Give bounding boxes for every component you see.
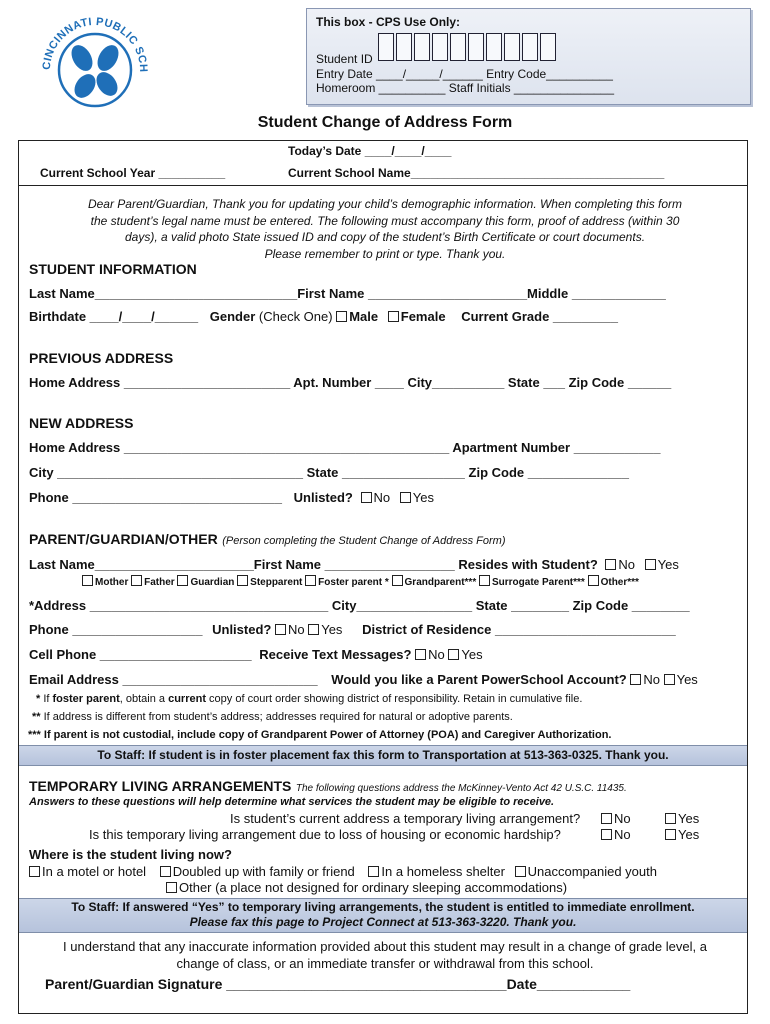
male-checkbox[interactable] [336,311,347,322]
new-city-state-zip-line[interactable]: City __________________________________ State _________________ Zip Code ______________ [29,465,629,480]
current-school-year[interactable]: Current School Year __________ [40,166,226,180]
q1-yes-option[interactable]: Yes [665,811,699,826]
relation-foster-checkbox[interactable] [305,575,316,586]
parent-unlisted-yes-checkbox[interactable] [308,624,319,635]
school-logo [30,8,160,112]
temp-heading-row [29,778,627,796]
parent-phone-field[interactable]: Phone __________________ [29,622,203,637]
doubled-up-checkbox[interactable] [160,866,171,877]
temp-question-1: Is student’s current address a temporary living arrangement? [230,811,581,826]
previous-address-line[interactable]: Home Address _______________________ Apt. Number ____ City__________ State ___ Zip Code ______ [29,375,672,390]
q2-no-option[interactable]: No [601,827,631,842]
email-row: Email Address ___________________________ Would you like a Parent PowerSchool Account? No Yes [29,672,698,687]
shelter-checkbox[interactable] [368,866,379,877]
unaccompanied-checkbox[interactable] [515,866,526,877]
temp-subheading: Answers to these questions will help determine what services the student may be eligible to receive. [29,796,555,808]
student-birth-gender-row [29,309,618,324]
current-school-name[interactable]: Current School Name______________________________________ [288,166,665,180]
relation-stepparent-checkbox[interactable] [237,575,248,586]
parent-unlisted-no-checkbox[interactable] [275,624,286,635]
birthdate-field[interactable]: Birthdate ____/____/______ [29,309,199,324]
student-id-label: Student ID [316,52,373,66]
unlisted-yes-checkbox[interactable] [400,492,411,503]
signature-line[interactable]: Parent/Guardian Signature ____________________________________Date____________ [45,976,631,992]
student-info-heading: STUDENT INFORMATION [29,261,197,277]
where-living-label: Where is the student living now? [29,847,232,862]
relation-other-checkbox[interactable] [588,575,599,586]
temp-heading: TEMPORARY LIVING ARRANGEMENTS [29,778,292,794]
new-phone-field[interactable]: Phone _____________________________ [29,490,283,505]
female-label: Female [400,309,446,324]
motel-checkbox[interactable] [29,866,40,877]
temp-heading-note: The following questions address the McKinney-Vento Act 42 U.S.C. 11435. [295,783,627,794]
svg-text:CINCINNATI PUBLIC SCHOOLS: CINCINNATI PUBLIC SCH [40,15,150,73]
relation-father-checkbox[interactable] [131,575,142,586]
address-note: ** If address is different from student’s address; addresses required for natural or adoptive parents. [32,711,513,723]
new-phone-row: Phone _____________________________ Unlisted? No Yes [29,490,434,505]
parent-phone-row: Phone __________________ Unlisted? No Yes District of Residence _________________________ [29,622,676,637]
temp-question-2: Is this temporary living arrangement due to loss of housing or economic hardship? [89,827,561,842]
male-label: Male [349,309,379,324]
new-address-heading: NEW ADDRESS [29,415,134,431]
todays-date[interactable]: Today’s Date ____/____/____ [288,144,452,158]
current-grade-field[interactable]: Current Grade _________ [461,309,618,324]
cps-use-only-box [306,8,751,105]
certification-text: I understand that any inaccurate information provided about this student may result in a change of grade level, a change of class, or an immediate transfer or withdrawal from this school. [63,939,707,971]
resides-no-checkbox[interactable] [605,559,616,570]
relation-surrogate-checkbox[interactable] [479,575,490,586]
foster-note: * If foster parent, obtain a current copy of court order showing district of responsibility. Retain in cumulative file. [36,693,583,705]
powerschool-yes-checkbox[interactable] [664,674,675,685]
previous-address-heading: PREVIOUS ADDRESS [29,350,174,366]
relation-mother-checkbox[interactable] [82,575,93,586]
q2-yes-option[interactable]: Yes [665,827,699,842]
form-title: Student Change of Address Form [257,114,513,131]
other-living-option: Other (a place not designed for ordinary sleeping accommodations) [166,880,567,895]
student-id-boxes[interactable] [378,33,558,66]
district-of-residence-field[interactable]: District of Residence _________________________ [362,622,676,637]
email-field[interactable]: Email Address ___________________________ [29,672,318,687]
cps-box-title: This box - CPS Use Only: [316,15,461,29]
relation-grandparent-checkbox[interactable] [392,575,403,586]
staff-foster-fax-banner: To Staff: If student is in foster placement fax this form to Transportation at 513-363-0325. Thank you. [19,745,747,766]
parent-name-row: Last Name______________________First Name __________________ Resides with Student? No Yes [29,557,679,572]
cell-phone-row: Cell Phone _____________________ Receive Text Messages? No Yes [29,647,483,662]
powerschool-no-checkbox[interactable] [630,674,641,685]
intro-text: Dear Parent/Guardian, Thank you for updating your child’s demographic information. When completing this form the student’s legal name must be entered. The following must accompany this form, proof of address (within 30 days), a valid photo State issued ID and copy of the student’s Birth Certificate or court documents. Please remember to print or type. Thank you. [87,197,683,261]
parent-heading-note: (Person completing the Student Change of Address Form) [222,535,506,547]
new-home-address-line[interactable]: Home Address _____________________________________________ Apartment Number ____________ [29,440,661,455]
text-yes-checkbox[interactable] [448,649,459,660]
cell-phone-field[interactable]: Cell Phone _____________________ [29,647,252,662]
parent-heading-row [29,531,506,549]
unlisted-no-checkbox[interactable] [361,492,372,503]
living-options-row: In a motel or hotel Doubled up with family or friend In a homeless shelter Unaccompanied youth [29,864,657,879]
unlisted-label: Unlisted? [293,490,353,505]
parent-name-line[interactable]: Last Name______________________First Name __________________ Resides with Student? [29,557,598,572]
homeroom-line[interactable]: Homeroom __________ Staff Initials _______________ [316,81,615,95]
custodial-note: *** If parent is not custodial, include copy of Grandparent Power of Attorney (POA) and Caregiver Authorization. [28,729,612,741]
student-name-line[interactable]: Last Name____________________________First Name ______________________Middle _____________ [29,286,666,301]
entry-date-line[interactable]: Entry Date ____/_____/______ Entry Code__________ [316,67,613,81]
relationship-options: Mother Father Guardian Stepparent Foster parent * Grandparent*** Surrogate Parent*** Other*** [82,575,639,588]
relation-guardian-checkbox[interactable] [177,575,188,586]
parent-heading: PARENT/GUARDIAN/OTHER [29,531,218,547]
female-checkbox[interactable] [388,311,399,322]
project-connect-banner: To Staff: If answered “Yes” to temporary living arrangements, the student is entitled to immediate enrollment. Please fax this page to Project Connect at 513-363-3220. Thank you. [19,898,747,933]
text-no-checkbox[interactable] [415,649,426,660]
q1-no-option[interactable]: No [601,811,631,826]
gender-hint: (Check One) [258,309,333,324]
parent-address-line[interactable]: *Address _________________________________ City________________ State ________ Zip Code ________ [29,598,690,613]
other-living-checkbox[interactable] [166,882,177,893]
resides-yes-checkbox[interactable] [645,559,656,570]
gender-label: Gender [209,309,256,324]
